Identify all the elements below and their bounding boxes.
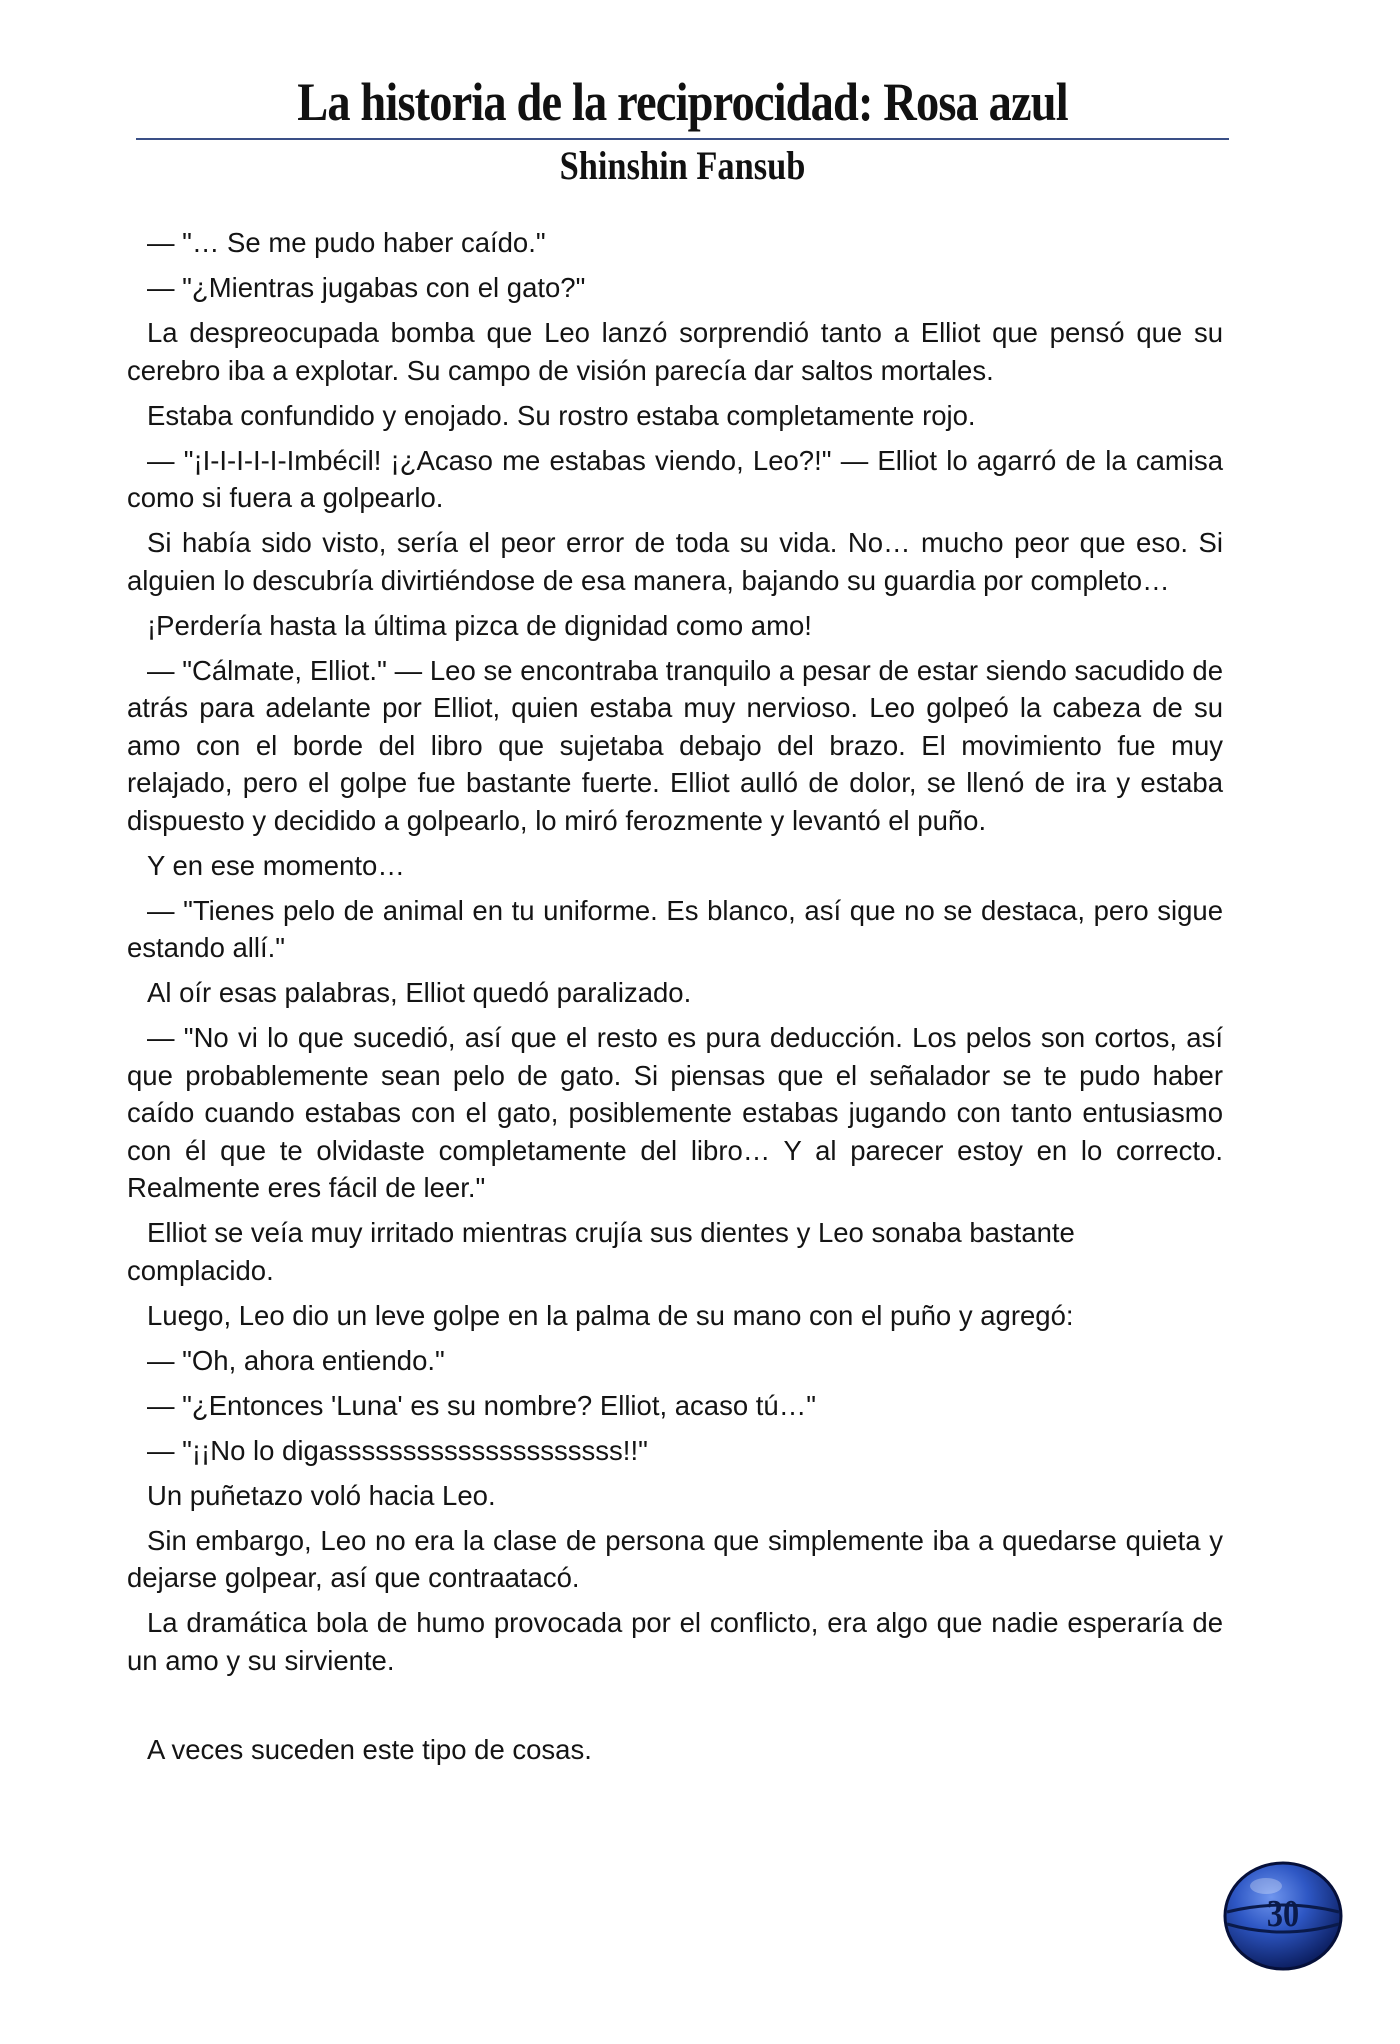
paragraph: Un puñetazo voló hacia Leo. [147, 1479, 496, 1511]
page-title: La historia de la reciprocidad: Rosa azul [297, 72, 1068, 132]
paragraph: Si había sido visto, sería el peor error de toda su vida. No… mucho peor que eso. Si alguien lo descubría divirtiéndose de esa manera, bajando su guardia por completo… [127, 527, 1223, 596]
header-rule [136, 138, 1229, 140]
paragraph: Elliot se veía muy irritado mientras crujía sus dientes y Leo sonaba bastante complacido. [127, 1217, 1075, 1286]
page-subtitle: Shinshin Fansub [559, 143, 806, 188]
paragraph: — "Oh, ahora entiendo." [147, 1344, 445, 1376]
paragraph: Estaba confundido y enojado. Su rostro estaba completamente rojo. [147, 399, 976, 431]
page-number-badge [1222, 1860, 1344, 1972]
paragraph: A veces suceden este tipo de cosas. [147, 1734, 592, 1765]
paragraph: La dramática bola de humo provocada por el conflicto, era algo que nadie esperaría de un amo y su sirviente. [127, 1607, 1223, 1676]
paragraph: Al oír esas palabras, Elliot quedó paralizado. [147, 977, 692, 1008]
paragraph: Luego, Leo dio un leve golpe en la palma de su mano con el puño y agregó: [147, 1299, 1074, 1331]
paragraph: Y en ese momento… [147, 849, 405, 881]
paragraph: ¡Perdería hasta la última pizca de dignidad como amo! [147, 609, 812, 641]
paragraph: — "Cálmate, Elliot." — Leo se encontraba tranquilo a pesar de estar siendo sacudido de atrás para adelante por Elliot, quien estaba muy nervioso. Leo golpeó la cabeza de su amo con el borde del libro que sujetaba debajo del brazo. El movimiento fue muy relajado, pero el golpe fue bastante fuerte. Elliot aulló de dolor, se llenó de ira y estaba dispuesto y decidido a golpearlo, lo miró ferozmente y levantó el puño. [127, 654, 1223, 836]
paragraph: — "Tienes pelo de animal en tu uniforme. Es blanco, así que no se destaca, pero sigue estando allí." [127, 894, 1223, 963]
page-number: 30 [1266, 1893, 1300, 1935]
paragraph: — "¿Mientras jugabas con el gato?" [147, 272, 586, 303]
paragraph: La despreocupada bomba que Leo lanzó sorprendió tanto a Elliot que pensó que su cerebro iba a explotar. Su campo de visión parecía dar saltos mortales. [127, 317, 1223, 386]
paragraph: — "¿Entonces 'Luna' es su nombre? Elliot, acaso tú…" [147, 1389, 816, 1421]
paragraph: Sin embargo, Leo no era la clase de persona que simplemente iba a quedarse quieta y dejarse golpear, así que contraatacó. [127, 1524, 1223, 1593]
page-header [136, 70, 1229, 190]
paragraph: — "¡I-I-I-I-I-Imbécil! ¡¿Acaso me estabas viendo, Leo?!" — Elliot lo agarró de la camisa como si fuera a golpearlo. [127, 444, 1223, 513]
paragraph: — "No vi lo que sucedió, así que el resto es pura deducción. Los pelos son cortos, así que probablemente sean pelo de gato. Si piensas que el señalador se te pudo haber caído cuando estabas con el gato, posiblemente estabas jugando con tanto entusiasmo con él que te olvidaste completamente del libro… Y al parecer estoy en lo correcto. Realmente eres fácil de leer." [127, 1022, 1223, 1203]
body-text [127, 224, 1223, 1776]
paragraph: — "… Se me pudo haber caído." [147, 227, 546, 258]
paragraph: — "¡¡No lo digasssssssssssssssssssss!!" [147, 1434, 648, 1466]
